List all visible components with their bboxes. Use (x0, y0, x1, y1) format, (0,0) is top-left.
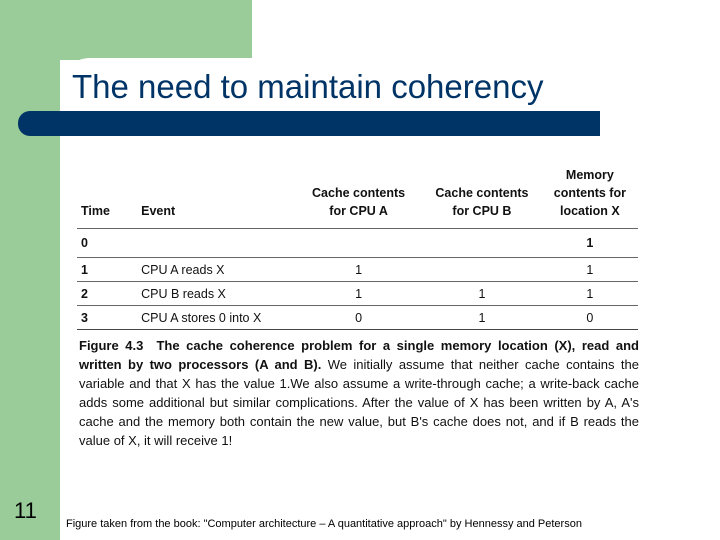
header-cache-a (295, 166, 422, 229)
cell-event: CPU B reads X (139, 282, 295, 306)
header-cache-b-line1: Cache contents (435, 186, 529, 200)
caption-bold-text: The cache coherence problem for a single memory location (X), read and written by two processors (A and B). (79, 338, 639, 372)
cell-cache-b (422, 258, 542, 282)
table-row (77, 258, 638, 282)
header-cache-a-line1: Cache contents (312, 186, 406, 200)
table-row (77, 306, 638, 330)
cell-time: 1 (77, 258, 139, 282)
figure-caption (79, 336, 639, 450)
cell-time: 2 (77, 282, 139, 306)
slide-title: The need to maintain coherency (72, 68, 544, 105)
cell-cache-b (422, 229, 542, 258)
cell-cache-b: 1 (422, 306, 542, 330)
figure-credit: Figure taken from the book: "Computer architecture – A quantitative approach" by Hennessy and Peterson (66, 518, 582, 530)
header-time: Time (77, 166, 139, 229)
cell-event: CPU A stores 0 into X (139, 306, 295, 330)
cell-event: CPU A reads X (139, 258, 295, 282)
title-underline-bar (18, 111, 600, 136)
green-side-bar (0, 0, 60, 540)
cell-memory: 1 (542, 258, 638, 282)
header-memory-line2: contents for (553, 186, 626, 200)
caption-label: Figure 4.3 (79, 338, 144, 353)
coherency-table (77, 166, 638, 330)
cell-time: 3 (77, 306, 139, 330)
slide-number: 11 (14, 498, 37, 523)
caption-text: We initially assume that neither cache contains the variable and that X has the value 1.We also assume a write-through cache; a write-back cache adds some additional but similar complications. After the value of X has been written by A, A's cache and the memory both contain the new value, but B's cache does not, and if B reads the value of X, it will receive 1! (79, 357, 639, 448)
cell-time: 0 (77, 229, 139, 258)
header-memory-line1: Memory (565, 168, 614, 182)
table-header-row (77, 166, 638, 229)
cell-memory: 1 (542, 229, 638, 258)
table-row (77, 229, 638, 258)
cell-memory: 0 (542, 306, 638, 330)
cell-cache-a: 1 (295, 282, 422, 306)
table-row (77, 282, 638, 306)
cell-cache-a: 0 (295, 306, 422, 330)
header-cache-b-line2: for CPU B (452, 204, 512, 218)
header-cache-a-line2: for CPU A (329, 204, 388, 218)
header-memory (542, 166, 638, 229)
cell-cache-a (295, 229, 422, 258)
cell-event (139, 229, 295, 258)
header-memory-line3: location X (560, 204, 620, 218)
header-event: Event (139, 166, 295, 229)
cell-cache-a: 1 (295, 258, 422, 282)
header-cache-b (422, 166, 542, 229)
cell-memory: 1 (542, 282, 638, 306)
cell-cache-b: 1 (422, 282, 542, 306)
